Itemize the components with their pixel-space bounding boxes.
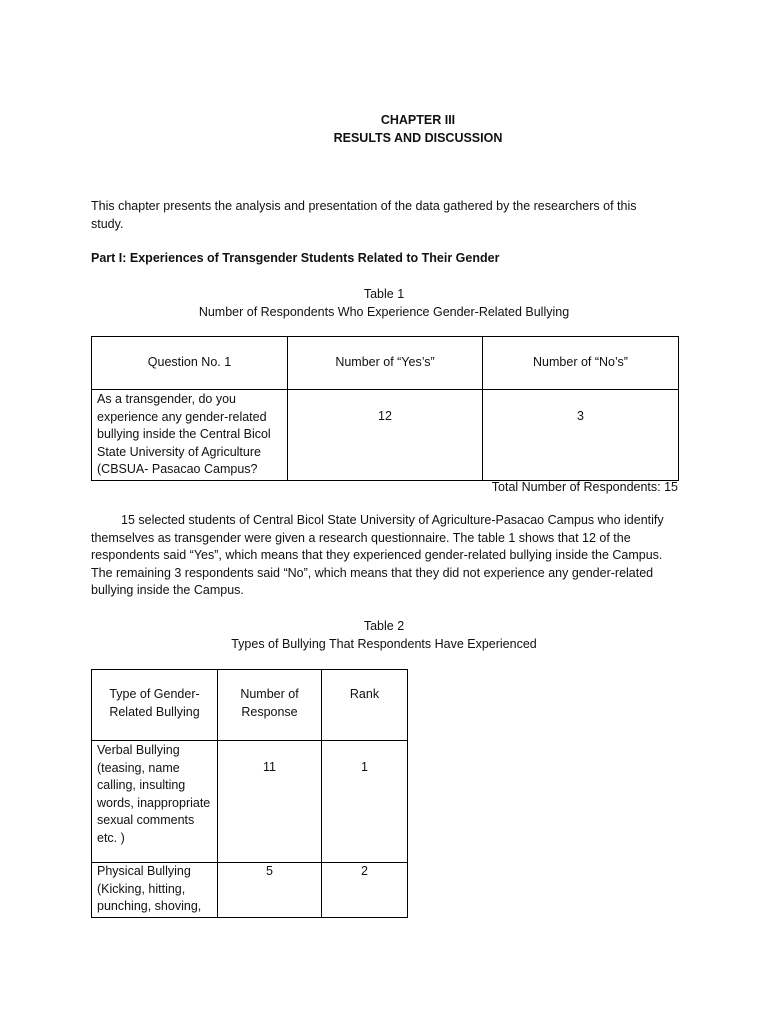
table1-yes-count: 12: [288, 390, 483, 481]
table2-type-cell: Verbal Bullying (teasing, name calling, insulting words, inappropriate sexual comments etc. ): [92, 741, 218, 863]
table2-type-cell: Physical Bullying (Kicking, hitting, punching, shoving,: [92, 863, 218, 918]
chapter-title: RESULTS AND DISCUSSION: [333, 131, 503, 145]
table1-label: Table 1: [363, 287, 405, 301]
table1-header-question: Question No. 1: [92, 337, 288, 390]
table1-total: Total Number of Respondents: 15: [491, 480, 678, 494]
table1: [91, 336, 679, 481]
table2-header-type: Type of Gender-Related Bullying: [92, 670, 218, 741]
chapter-number: CHAPTER III: [380, 113, 456, 127]
table2-label: Table 2: [363, 619, 405, 633]
table-row: [92, 863, 408, 918]
table2-caption: Types of Bullying That Respondents Have Experienced: [231, 637, 537, 651]
intro-paragraph: This chapter presents the analysis and presentation of the data gathered by the researchers of this study.: [91, 199, 637, 231]
table2: [91, 669, 408, 918]
table1-no-count: 3: [483, 390, 679, 481]
discussion-paragraph: 15 selected students of Central Bicol State University of Agriculture-Pasacao Campus who identify themselves as transgender were given a research questionnaire. The table 1 shows that 12 of the respondents said “Yes”, which means that they experienced gender-related bullying inside the Campus. The remaining 3 respondents said “No”, which means that they did not experience any gender-related bullying inside the Campus.: [91, 513, 664, 597]
table2-count-cell: 11: [218, 741, 322, 863]
table2-header-count: Number of Response: [218, 670, 322, 741]
table1-caption: Number of Respondents Who Experience Gender-Related Bullying: [198, 305, 570, 319]
table2-rank-cell: 2: [322, 863, 408, 918]
table1-header-yes: Number of “Yes’s”: [288, 337, 483, 390]
table2-rank-cell: 1: [322, 741, 408, 863]
table2-header-rank: Rank: [322, 670, 408, 741]
table1-question-cell: As a transgender, do you experience any gender-related bullying inside the Central Bicol State University of Agriculture (CBSUA- Pasacao Campus?: [92, 390, 288, 481]
table-row: [92, 741, 408, 863]
table1-header-no: Number of “No’s”: [483, 337, 679, 390]
part1-heading: Part I: Experiences of Transgender Students Related to Their Gender: [91, 251, 500, 265]
table2-count-cell: 5: [218, 863, 322, 918]
